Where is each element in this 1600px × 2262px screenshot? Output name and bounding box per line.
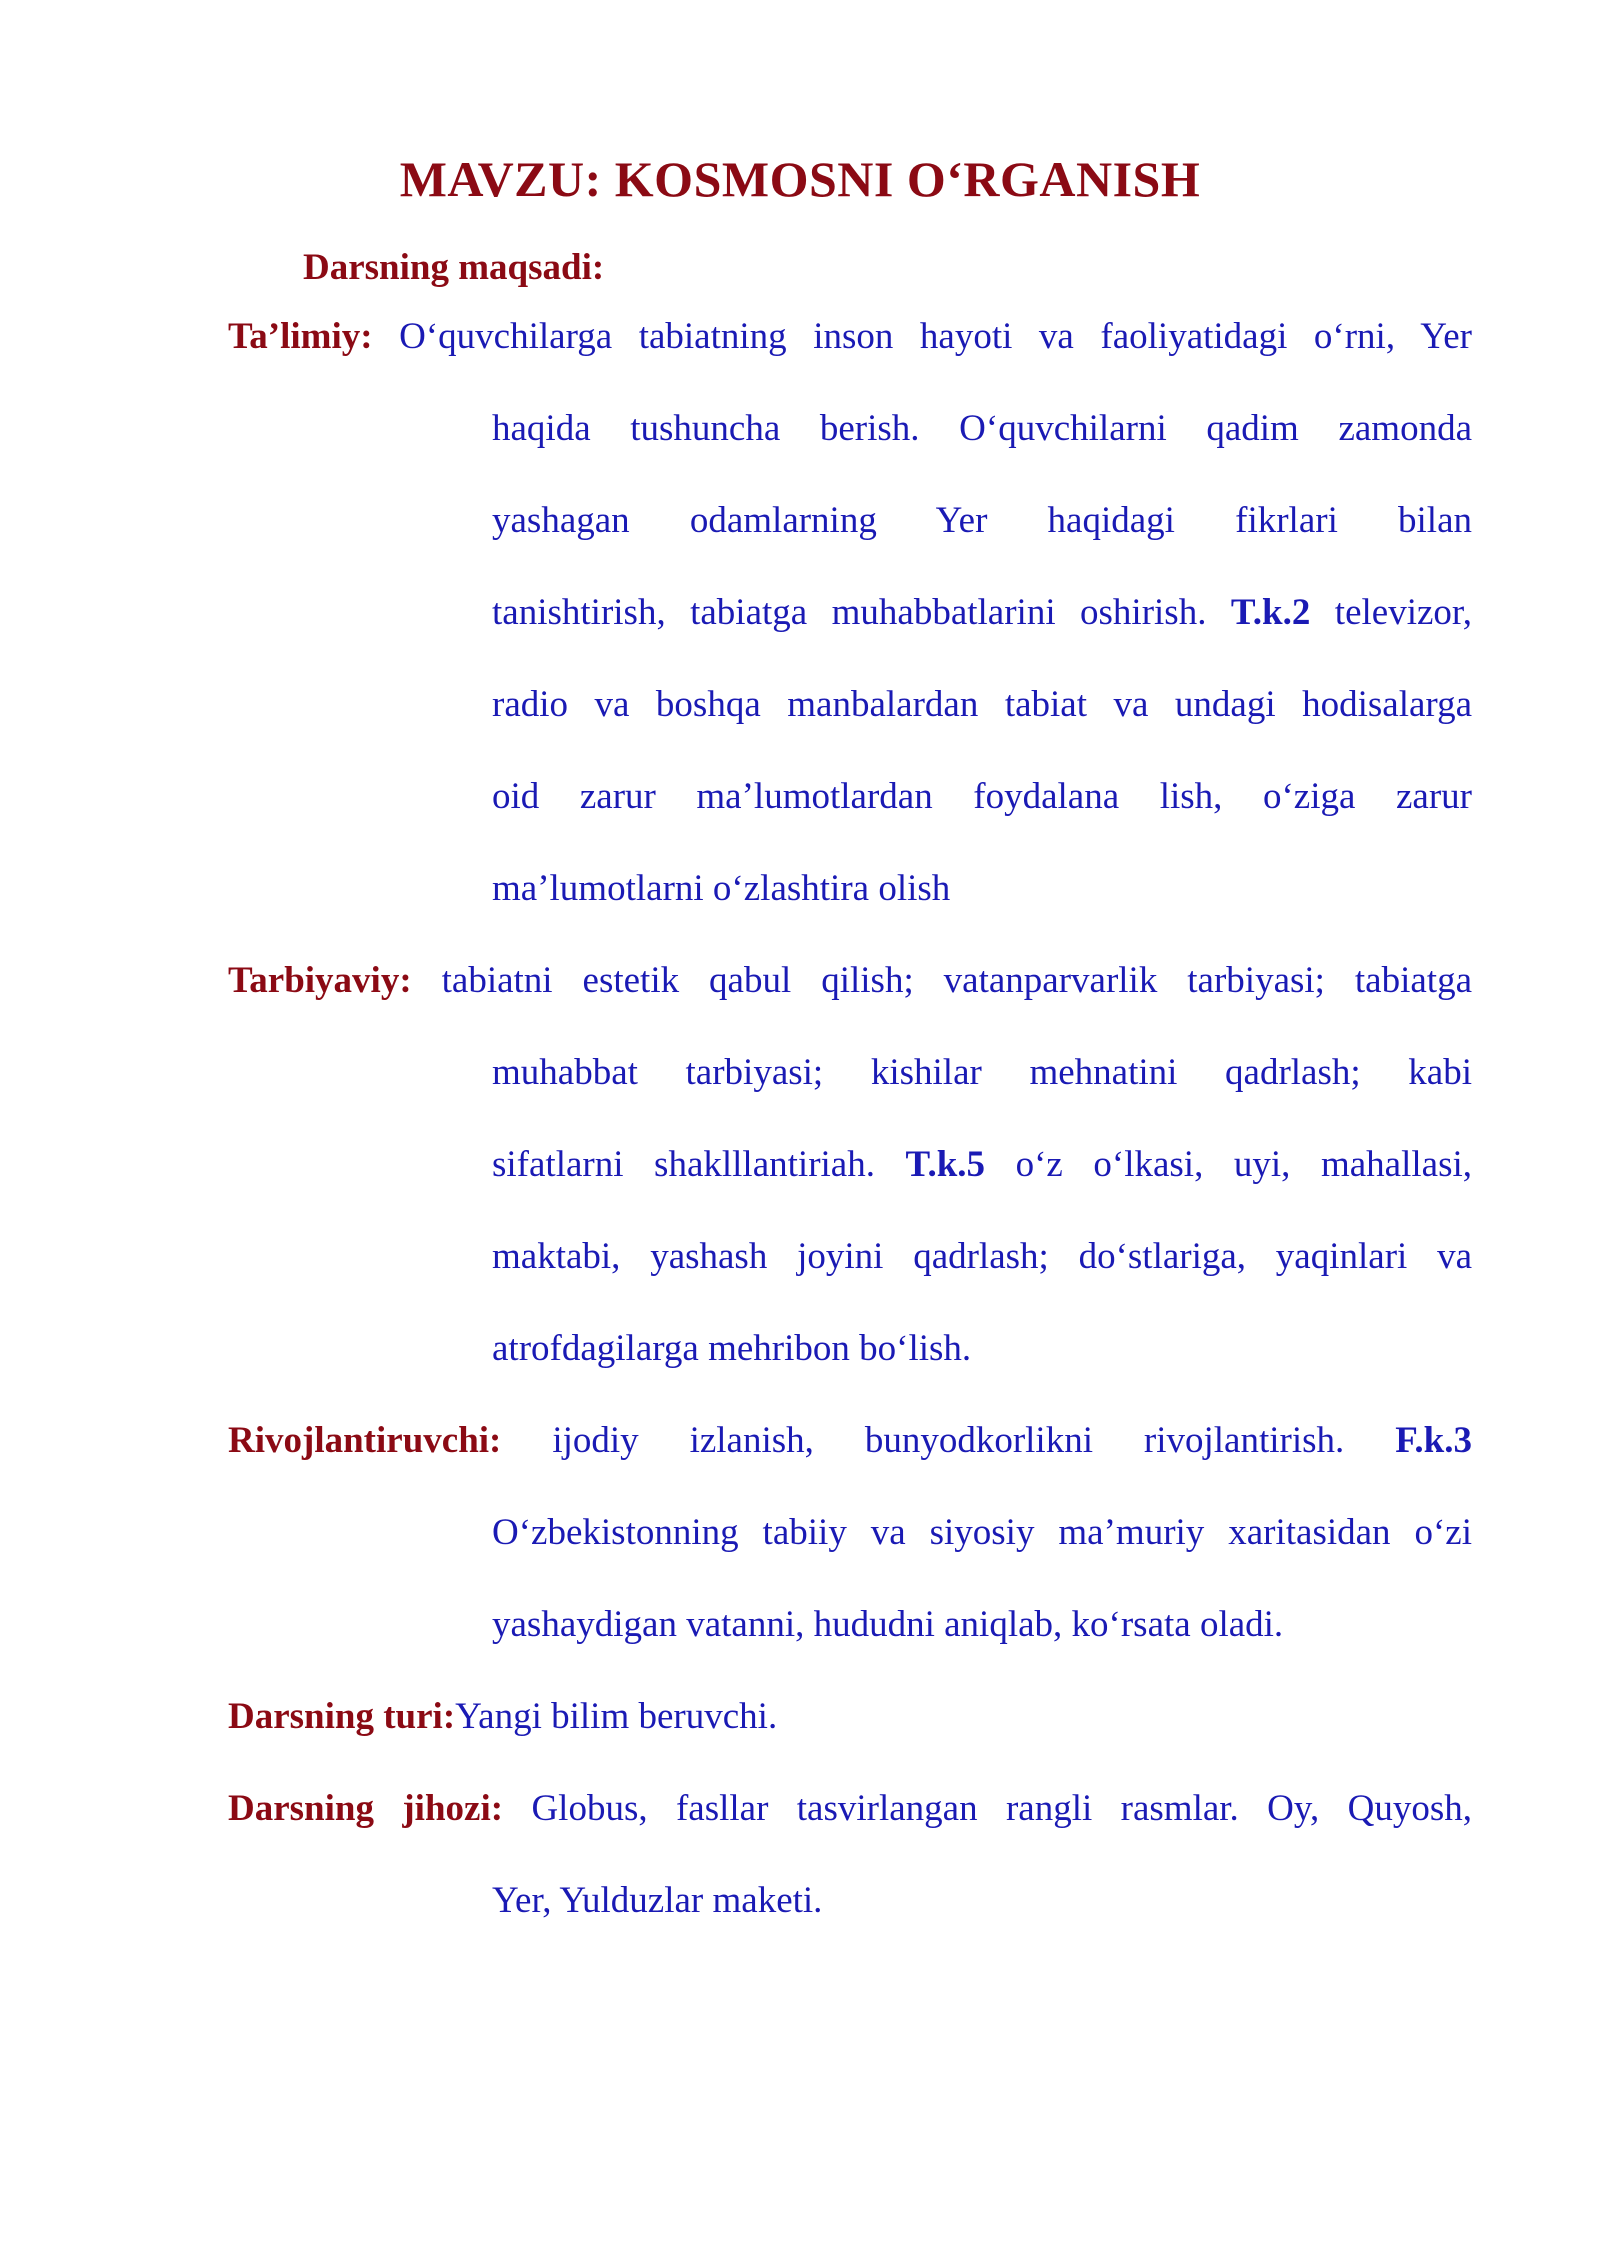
lesson-equipment-line-2: Yer, Yulduzlar maketi. xyxy=(492,1880,823,1921)
talimiy-line-4 xyxy=(492,591,1472,635)
competence-code: T.k.5 xyxy=(905,1144,986,1185)
lesson-type-line xyxy=(228,1695,1472,1739)
tarbiyaviy-text-1: tabiatni estetik qabul qilish; vatanparvarlik tarbiyasi; tabiatga xyxy=(441,960,1473,1001)
rivojlantiruvchi-line-1 xyxy=(228,1419,1472,1463)
rivojlantiruvchi-line-3: yashaydigan vatanni, hududni aniqlab, ko‘rsata oladi. xyxy=(492,1604,1284,1645)
lesson-goal-heading: Darsning maqsadi: xyxy=(303,247,605,288)
tarbiyaviy-label: Tarbiyaviy: xyxy=(228,960,412,1001)
tarbiyaviy-text-3a: sifatlarni shaklllantiriah. xyxy=(492,1144,906,1185)
lesson-equipment-label: Darsning jihozi: xyxy=(228,1788,504,1829)
lesson-type-text: Yangi bilim beruvchi. xyxy=(455,1696,778,1737)
rivojlantiruvchi-text-1: ijodiy izlanish, bunyodkorlikni rivojlantirish. xyxy=(552,1420,1345,1461)
talimiy-label: Ta’limiy: xyxy=(228,316,373,357)
talimiy-line-1 xyxy=(228,315,1472,359)
tarbiyaviy-line-2: muhabbat tarbiyasi; kishilar mehnatini qadrlash; kabi xyxy=(492,1052,1472,1093)
tarbiyaviy-text-3b: o‘z o‘lkasi, uyi, mahallasi, xyxy=(985,1144,1473,1185)
lesson-equipment-text-1: Globus, fasllar tasvirlangan rangli rasmlar. Oy, Quyosh, xyxy=(531,1788,1472,1829)
competence-code: F.k.3 xyxy=(1395,1420,1473,1461)
talimiy-line-5: radio va boshqa manbalardan tabiat va undagi hodisalarga xyxy=(492,684,1472,725)
talimiy-text-4b: televizor, xyxy=(1310,592,1472,633)
tarbiyaviy-line-3 xyxy=(492,1143,1472,1187)
lesson-type-label: Darsning turi: xyxy=(228,1696,456,1737)
page-title: MAVZU: KOSMOSNI O‘RGANISH xyxy=(399,151,1201,207)
lesson-equipment-line-1 xyxy=(228,1787,1472,1831)
competence-code: T.k.2 xyxy=(1230,592,1311,633)
tarbiyaviy-line-1 xyxy=(228,959,1472,1003)
talimiy-text-4a: tanishtirish, tabiatga muhabbatlarini oshirish. xyxy=(492,592,1231,633)
talimiy-line-6: oid zarur ma’lumotlardan foydalana lish, o‘ziga zarur xyxy=(492,776,1472,817)
rivojlantiruvchi-line-2: O‘zbekistonning tabiiy va siyosiy ma’muriy xaritasidan o‘zi xyxy=(492,1512,1472,1553)
talimiy-line-3: yashagan odamlarning Yer haqidagi fikrlari bilan xyxy=(492,500,1472,541)
talimiy-line-7: ma’lumotlarni o‘zlashtira olish xyxy=(492,868,951,909)
talimiy-text-1: O‘quvchilarga tabiatning inson hayoti va faoliyatidagi o‘rni, Yer xyxy=(399,316,1473,357)
rivojlantiruvchi-label: Rivojlantiruvchi: xyxy=(228,1420,502,1461)
talimiy-line-2: haqida tushuncha berish. O‘quvchilarni qadim zamonda xyxy=(492,408,1472,449)
tarbiyaviy-line-5: atrofdagilarga mehribon bo‘lish. xyxy=(492,1328,972,1369)
tarbiyaviy-line-4: maktabi, yashash joyini qadrlash; do‘stlariga, yaqinlari va xyxy=(492,1236,1472,1277)
